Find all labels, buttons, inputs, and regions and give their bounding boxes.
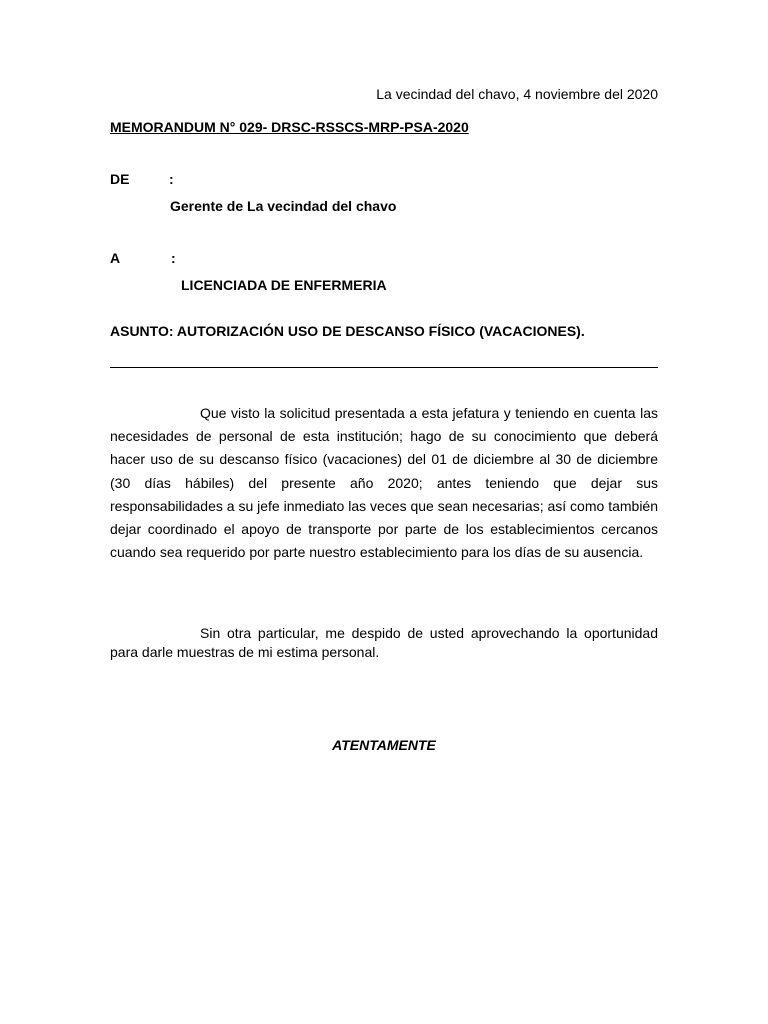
body-paragraph-1: Que visto la solicitud presentada a esta jefatura y teniendo en cuenta las necesidades de personal de esta institución; hago de su conocimiento que deberá hacer uso de su descanso físico (vacaciones) del 01 de diciembre al 30 de diciembre (30 días hábiles) del presente año 2020; antes teniendo que dejar sus responsabilidades a su jefe inmediato las veces que sean necesarias; así como también dejar coordinado el apoyo de transporte por parte de los establecimientos cercanos cuando sea requerido por parte nuestro establecimiento para los días de su ausencia.: [110, 405, 658, 561]
from-label: DE: [110, 171, 130, 187]
subject-line: ASUNTO: AUTORIZACIÓN USO DE DESCANSO FÍSICO (VACACIONES).: [110, 323, 585, 339]
memo-number: MEMORANDUM N° 029- DRSC-RSSCS-MRP-PSA-2020: [110, 119, 469, 135]
to-label: A: [110, 250, 121, 266]
horizontal-divider: [110, 367, 658, 368]
to-colon: :: [171, 250, 176, 266]
to-value: LICENCIADA DE ENFERMERIA: [181, 277, 387, 293]
from-colon: :: [169, 171, 174, 187]
place-date: La vecindad del chavo, 4 noviembre del 2020: [376, 86, 658, 102]
body-paragraph-2: Sin otra particular, me despido de usted aprovechando la oportunidad para darle muestras de mi estima personal.: [110, 625, 658, 660]
from-value: Gerente de La vecindad del chavo: [170, 198, 397, 214]
closing-salutation: ATENTAMENTE: [332, 737, 436, 753]
